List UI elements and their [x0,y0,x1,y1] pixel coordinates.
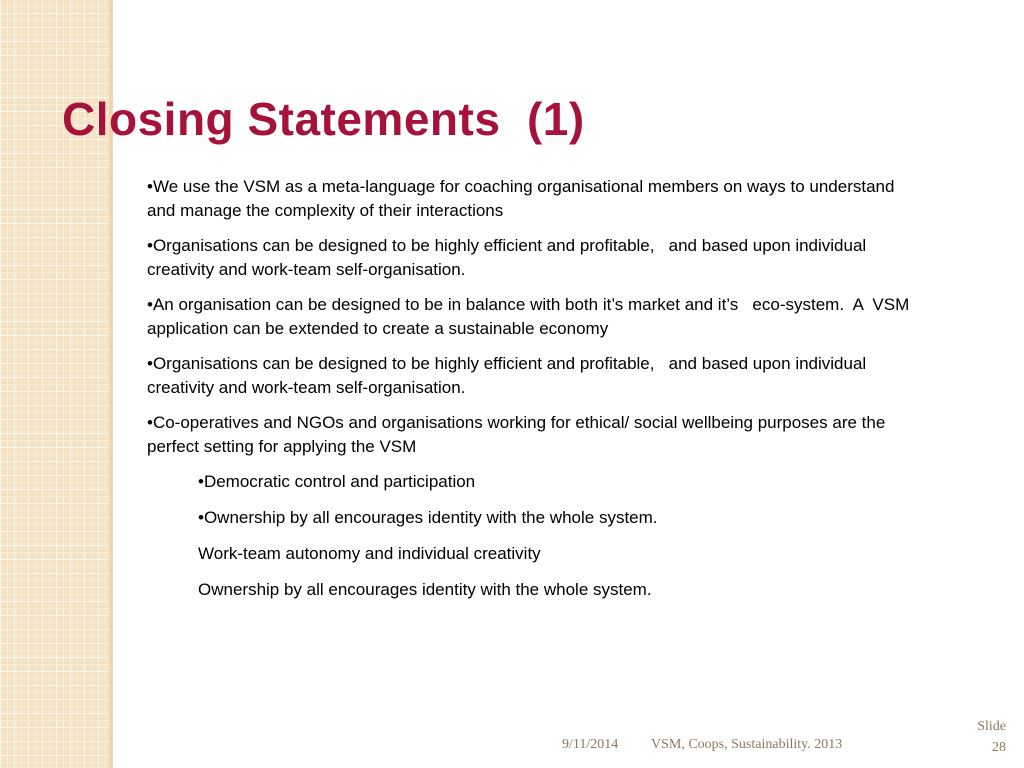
bullet-item: •Organisations can be designed to be highly efficient and profitable, and based upon individual creativity and work-team self-organisation. [147,236,871,279]
bullet-item: •We use the VSM as a meta-language for coaching organisational members on ways to understand and manage the complexity of their interactions [147,177,900,220]
bullet-item: •Organisations can be designed to be highly efficient and profitable, and based upon individual creativity and work-team self-organisation. [147,354,871,397]
footer-title: VSM, Coops, Sustainability. 2013 [651,737,843,752]
sub-bullet-item: Work-team autonomy and individual creativity [198,544,541,563]
bullet-item: •An organisation can be designed to be in balance with both it’s market and it’s eco-system. A VSM application can be extended to create a sustainable economy [147,295,914,338]
sub-bullet-item: •Ownership by all encourages identity with the whole system. [198,508,658,527]
bullet-item: •Co-operatives and NGOs and organisations working for ethical/ social wellbeing purposes are the perfect setting for applying the VSM [147,413,891,456]
slide-content [147,175,927,614]
sub-bullet-item: •Democratic control and participation [198,472,476,491]
sub-bullet-item: Ownership by all encourages identity with the whole system. [198,580,652,599]
slide-number: Slide 28 [977,719,1006,755]
slide-title: Closing Statements (1) [62,93,585,145]
footer-date: 9/11/2014 [562,737,619,752]
